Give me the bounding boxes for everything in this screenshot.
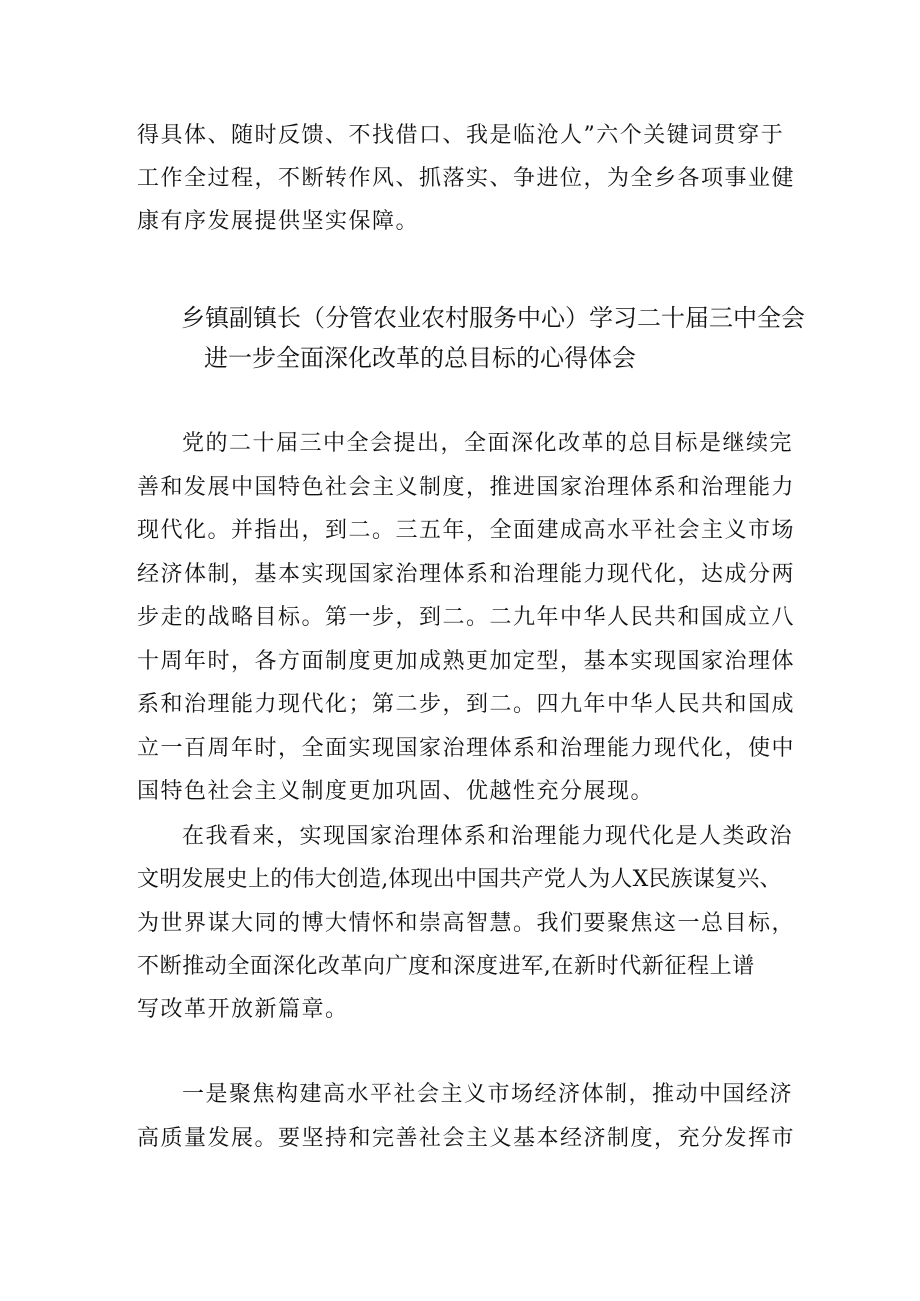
text-line: 一是聚焦构建高水平社会主义市场经济体制，推动中国经济 xyxy=(182,1082,794,1107)
text-line: 为世界谋大同的博大情怀和崇高智慧。我们要聚焦这一总目标， xyxy=(137,911,796,936)
text-line: 工作全过程，不断转作风、抓落实、争进位，为全乡各项事业健 xyxy=(137,166,796,191)
text-line: 康有序发展提供坚实保障。 xyxy=(137,209,420,234)
text-line: 立一百周年时，全面实现国家治理体系和治理能力现代化，使中 xyxy=(137,736,796,761)
text-line: 高质量发展。要坚持和完善社会主义基本经济制度，充分发挥市 xyxy=(137,1126,796,1151)
title-line: 进一步全面深化改革的总目标的心得体会 xyxy=(204,344,636,372)
text-line: 经济体制，基本实现国家治理体系和治理能力现代化，达成分两 xyxy=(137,562,796,587)
text-line: 党的二十届三中全会提出，全面深化改革的总目标是继续完 xyxy=(182,431,794,456)
text-line: 系和治理能力现代化；第二步，到二。四九年中华人民共和国成 xyxy=(137,692,796,717)
text-line: 不断推动全面深化改革向广度和深度进军,在新时代新征程上谱 xyxy=(137,954,755,979)
title-line: 乡镇副镇长（分管农业农村服务中心）学习二十届三中全会 xyxy=(181,304,805,332)
text-line: 在我看来，实现国家治理体系和治理能力现代化是人类政治 xyxy=(182,824,794,849)
text-line: 得具体、随时反馈、不找借口、我是临沧人”六个关键词贯穿于 xyxy=(137,123,785,148)
text-line: 现代化。并指出，到二。三五年，全面建成高水平社会主义市场 xyxy=(137,518,796,543)
text-line: 步走的战略目标。第一步，到二。二九年中华人民共和国成立八 xyxy=(137,605,796,630)
text-line: 国特色社会主义制度更加巩固、优越性充分展现。 xyxy=(137,779,655,804)
text-line: 写改革开放新篇章。 xyxy=(137,997,349,1022)
text-line: 文明发展史上的伟大创造,体现出中国共产党人为人X民族谋复兴、 xyxy=(137,867,782,892)
text-line: 十周年时，各方面制度更加成熟更加定型，基本实现国家治理体 xyxy=(137,649,796,674)
text-line: 善和发展中国特色社会主义制度，推进国家治理体系和治理能力 xyxy=(137,475,796,500)
